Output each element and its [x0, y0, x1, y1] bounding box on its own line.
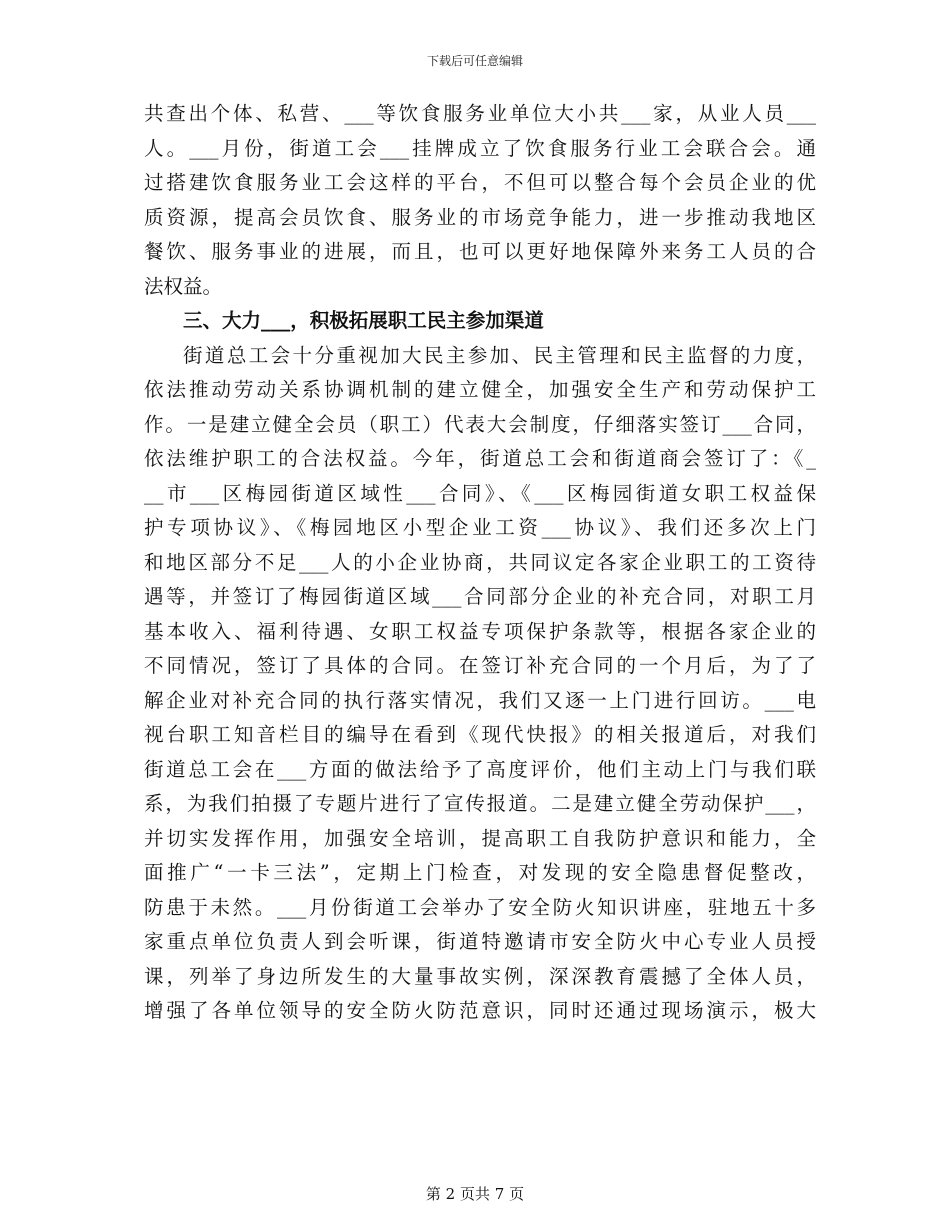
- paragraph-line: 作。一是建立健全会员（职工）代表大会制度，仔细落实签订___合同，: [144, 412, 816, 436]
- paragraph-line: 质资源，提高会员饮食、服务业的市场竞争能力，进一步推动我地区: [144, 205, 816, 229]
- paragraph-line: 和地区部分不足___人的小企业协商，共同议定各家企业职工的工资待: [144, 550, 816, 574]
- paragraph-line: 餐饮、服务事业的进展，而且，也可以更好地保障外来务工人员的合: [144, 240, 816, 263]
- page-number-footer: 第 2 页共 7 页: [425, 1185, 525, 1203]
- paragraph-line: 法权益。: [144, 274, 223, 298]
- paragraph-line: 共查出个体、私营、___等饮食服务业单位大小共___家，从业人员___: [144, 102, 816, 125]
- paragraph-line: 街道总工会十分重视加大民主参加、民主管理和民主监督的力度，: [183, 343, 816, 367]
- page-header: 下载后可任意编辑: [426, 54, 523, 68]
- paragraph-line: 解企业对补充合同的执行落实情况，我们又逐一上门进行回访。___电: [144, 688, 816, 712]
- paragraph-line: 基本收入、福利待遇、女职工权益专项保护条款等，根据各家企业的: [144, 619, 816, 643]
- paragraph-line: 过搭建饮食服务业工会这样的平台，不但可以整合每个会员企业的优: [144, 171, 816, 194]
- paragraph-line: 不同情况，签订了具体的合同。在签订补充合同的一个月后，为了了: [144, 654, 816, 677]
- paragraph-line: 防患于未然。___月份街道工会举办了安全防火知识讲座，驻地五十多: [144, 895, 816, 919]
- paragraph-line: 护专项协议》、《梅园地区小型企业工资___协议》、我们还多次上门: [144, 516, 816, 539]
- paragraph-line: 面推广“一卡三法”，定期上门检查，对发现的安全隐患督促整改，: [144, 861, 816, 884]
- paragraph-line: 依法推动劳动关系协调机制的建立健全，加强安全生产和劳动保护工: [144, 378, 816, 401]
- paragraph-line: 人。___月份，街道工会___挂牌成立了饮食服务行业工会联合会。通: [144, 136, 816, 160]
- paragraph-line: 增强了各单位领导的安全防火防范意识，同时还通过现场演示，极大: [144, 999, 816, 1022]
- document-body: [144, 97, 816, 1029]
- paragraph-line: 遇等，并签订了梅园街道区域___合同部分企业的补充合同，对职工月: [144, 585, 816, 608]
- paragraph-line: 视台职工知音栏目的编导在看到《现代快报》的相关报道后，对我们: [144, 723, 816, 746]
- section-heading: 三、大力___，积极拓展职工民主参加渠道: [183, 309, 544, 332]
- paragraph-line: 课，列举了身边所发生的大量事故实例，深深教育震撼了全体人员，: [144, 964, 816, 988]
- paragraph-line: __市___区梅园街道区域性___合同》、《___区梅园街道女职工权益保: [144, 481, 816, 505]
- paragraph-line: 依法维护职工的合法权益。今年，街道总工会和街道商会签订了：《_: [144, 447, 816, 470]
- paragraph-line: 家重点单位负责人到会听课，街道特邀请市安全防火中心专业人员授: [144, 930, 816, 953]
- paragraph-line: 并切实发挥作用，加强安全培训，提高职工自我防护意识和能力，全: [144, 826, 816, 850]
- paragraph-line: 系，为我们拍摄了专题片进行了宣传报道。二是建立健全劳动保护___，: [144, 792, 816, 815]
- paragraph-line: 街道总工会在___方面的做法给予了高度评价，他们主动上门与我们联: [144, 757, 816, 781]
